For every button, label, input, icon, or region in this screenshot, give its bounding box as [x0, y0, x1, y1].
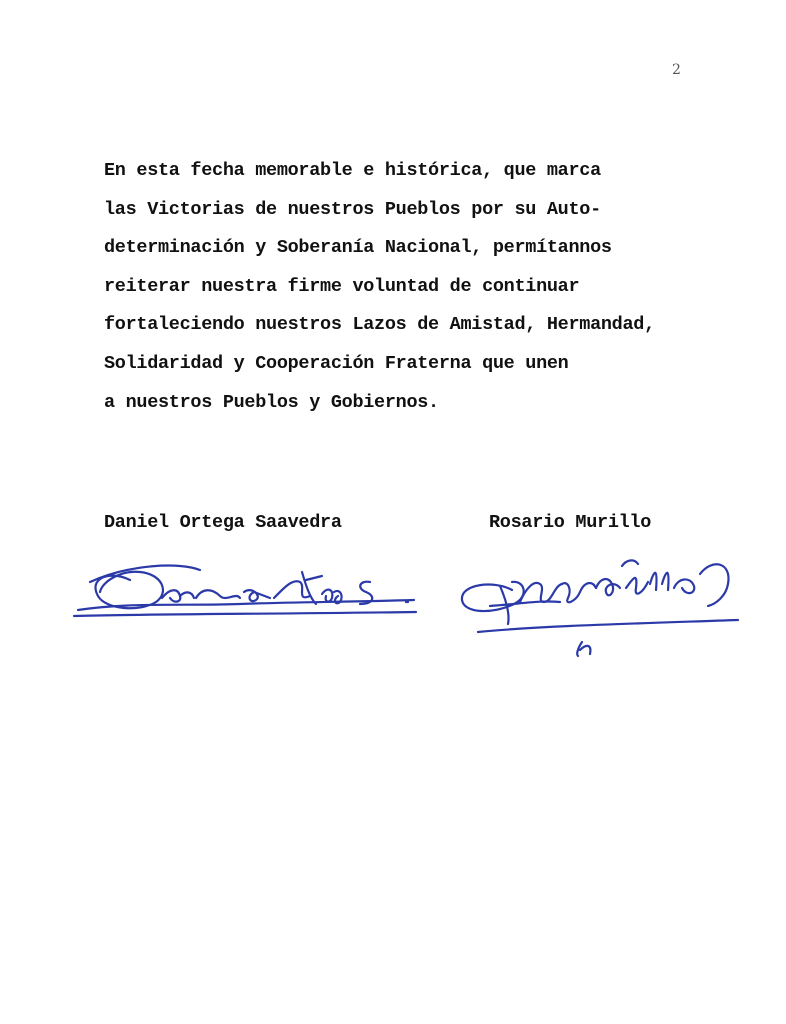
signatory-name-left: Daniel Ortega Saavedra: [104, 512, 342, 533]
body-paragraph: [104, 152, 688, 422]
page-number: 2: [672, 62, 681, 78]
handwritten-signature-right: [450, 540, 750, 660]
paragraph-line: Solidaridad y Cooperación Fraterna que unen: [104, 352, 569, 374]
paragraph-line: determinación y Soberanía Nacional, permítannos: [104, 237, 612, 259]
paragraph-line: las Victorias de nuestros Pueblos por su Auto-: [104, 198, 601, 220]
paragraph-line: fortaleciendo nuestros Lazos de Amistad, Hermandad,: [104, 314, 655, 336]
handwritten-signature-left: [70, 552, 430, 632]
signatory-name-right: Rosario Murillo: [489, 512, 652, 533]
paragraph-line: a nuestros Pueblos y Gobiernos.: [104, 391, 439, 413]
paragraph-line: En esta fecha memorable e histórica, que marca: [104, 160, 601, 181]
paragraph-line: reiterar nuestra firme voluntad de continuar: [104, 275, 580, 297]
